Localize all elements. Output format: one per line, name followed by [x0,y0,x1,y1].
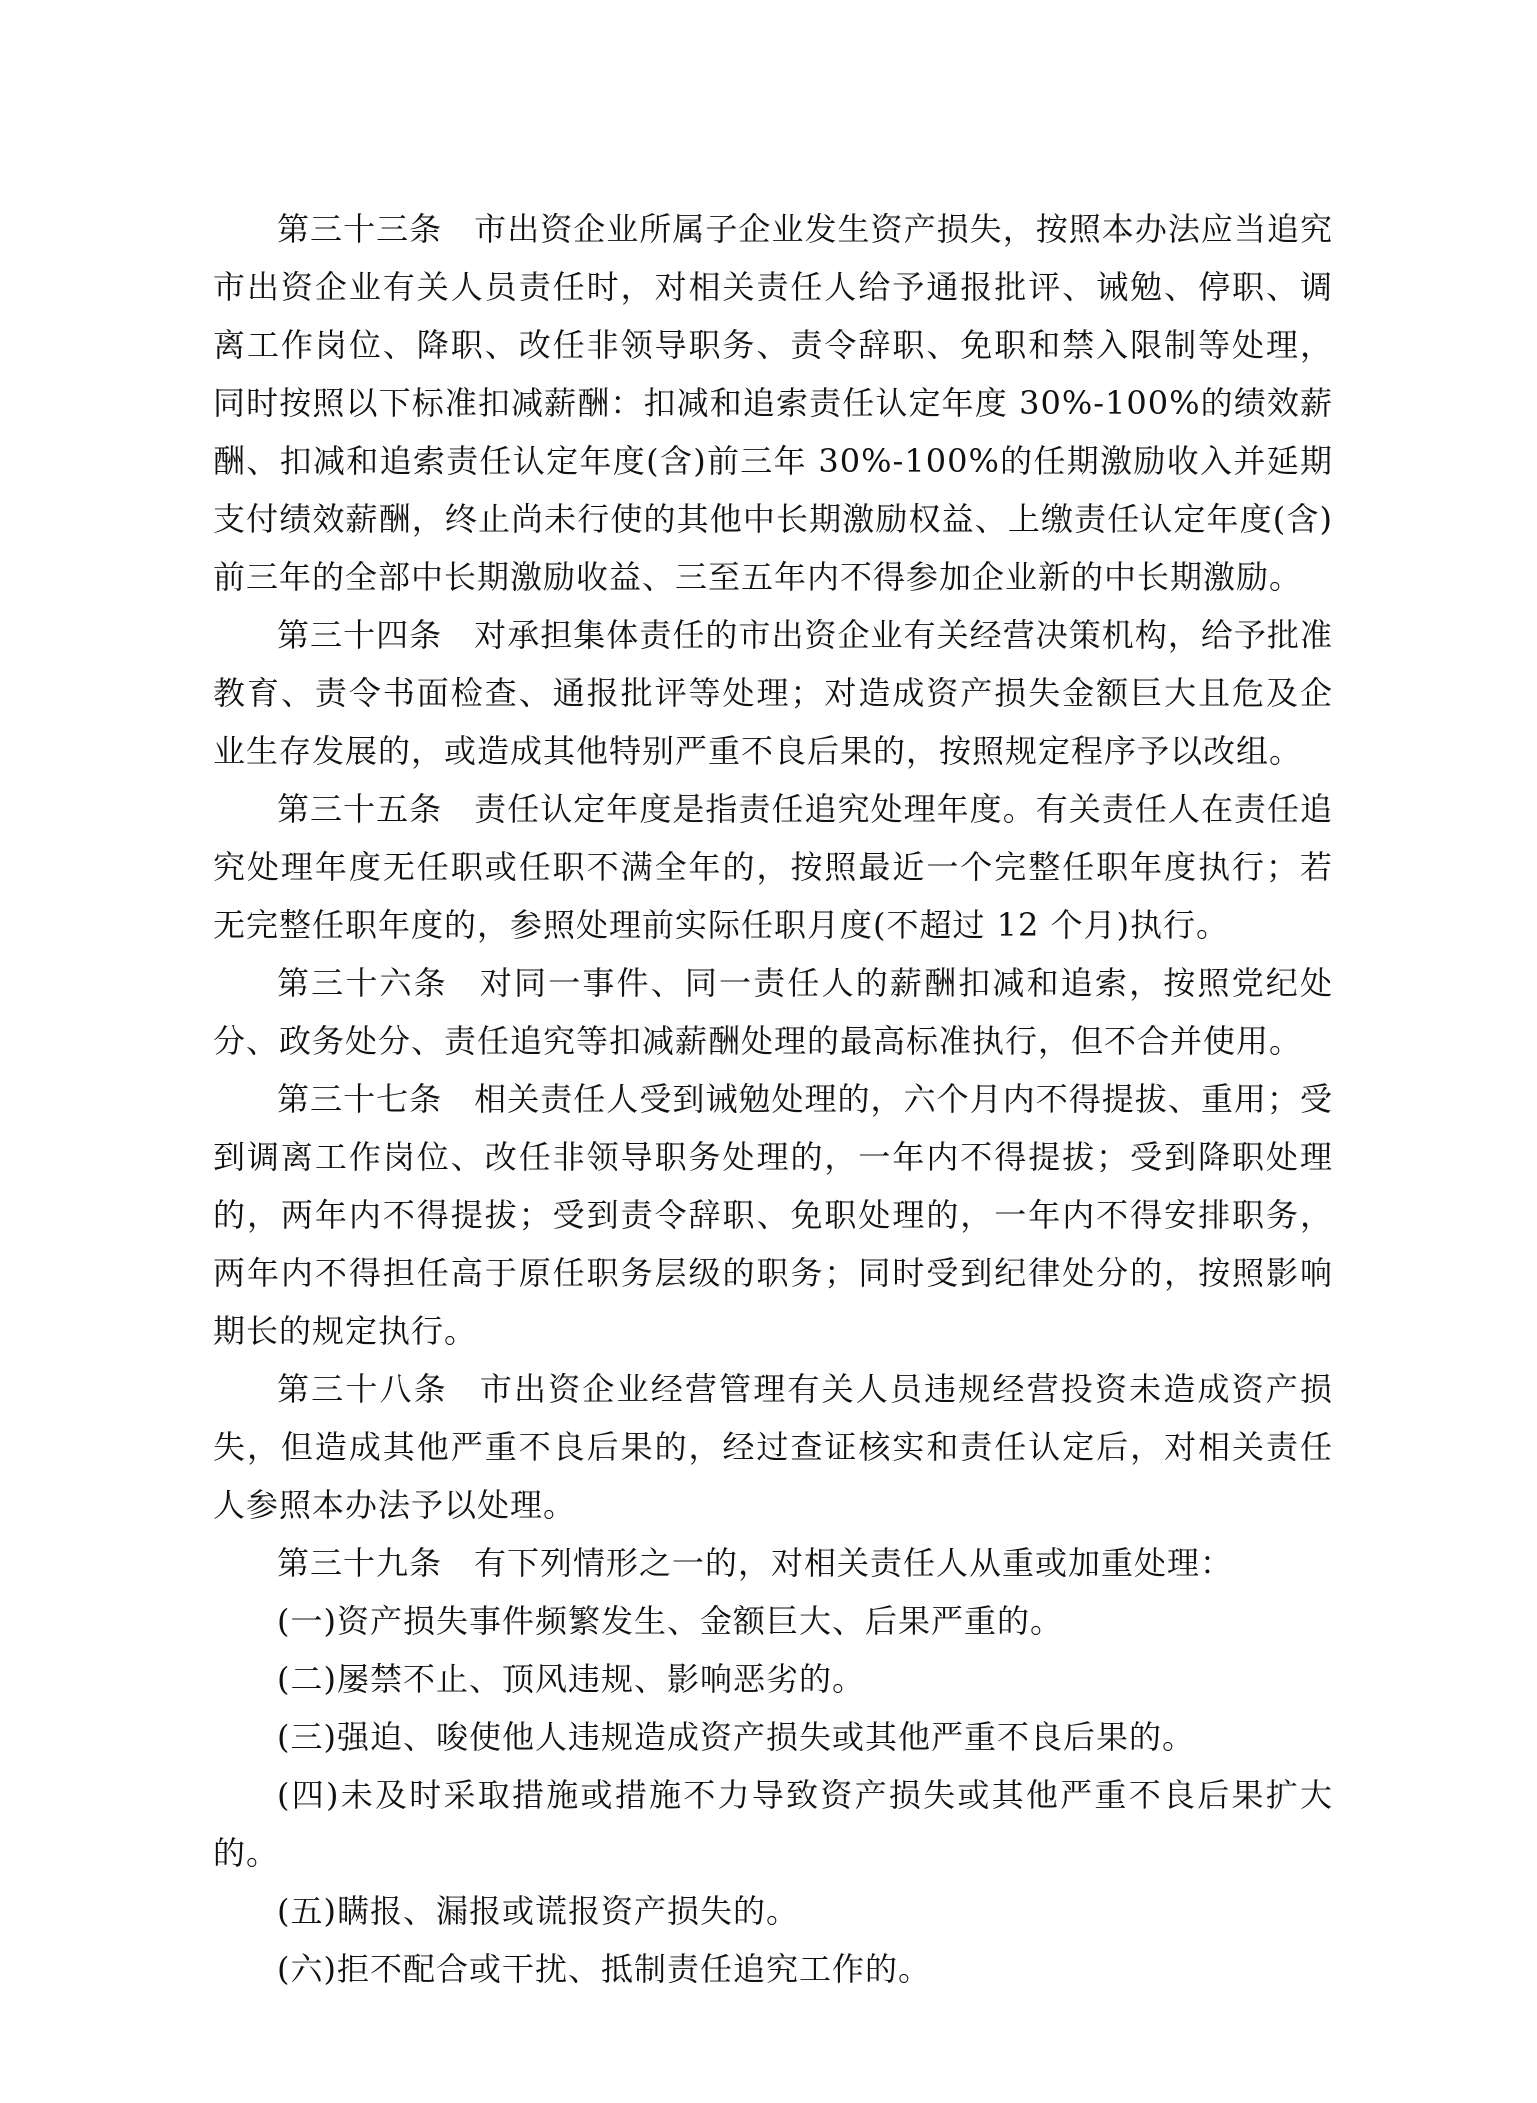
article-38 [213,1360,1333,1534]
article-text: 责任认定年度是指责任追究处理年度。有关责任人在责任追究处理年度无任职或任职不满全年的，按照最近一个完整任职年度执行；若无完整任职年度的，参照处理前实际任职月度(不超过 12 个月)执行。 [213,790,1333,944]
list-item: (一)资产损失事件频繁发生、金额巨大、后果严重的。 [277,1602,1063,1640]
article-number: 第三十五条 [277,790,443,828]
article-37 [213,1070,1333,1360]
list-item: (五)瞒报、漏报或谎报资产损失的。 [277,1892,799,1930]
article-text: 市出资企业经营管理有关人员违规经营投资未造成资产损失，但造成其他严重不良后果的，经过查证核实和责任认定后，对相关责任人参照本办法予以处理。 [213,1370,1333,1524]
article-number: 第三十四条 [277,616,443,654]
article-number: 第三十三条 [277,210,443,248]
article-34 [213,606,1333,780]
article-text: 市出资企业所属子企业发生资产损失，按照本办法应当追究市出资企业有关人员责任时，对相关责任人给予通报批评、诫勉、停职、调离工作岗位、降职、改任非领导职务、责令辞职、免职和禁入限制等处理，同时按照以下标准扣减薪酬：扣减和追索责任认定年度 30%-100%的绩效薪酬、扣减和追索责任认定年度(含)前三年 30%-100%的任期激励收入并延期支付绩效薪酬，终止尚未行使的其他中长期激励权益、上缴责任认定年度(含)前三年的全部中长期激励收益、三至五年内不得参加企业新的中长期激励。 [213,210,1333,596]
list-item: (三)强迫、唆使他人违规造成资产损失或其他严重不良后果的。 [277,1718,1195,1756]
article-33 [213,200,1333,606]
article-number: 第三十七条 [277,1080,443,1118]
list-item: (六)拒不配合或干扰、抵制责任追究工作的。 [277,1950,931,1988]
article-36 [213,954,1333,1070]
article-39 [213,1534,1333,1592]
article-text: 相关责任人受到诫勉处理的，六个月内不得提拔、重用；受到调离工作岗位、改任非领导职务处理的，一年内不得提拔；受到降职处理的，两年内不得提拔；受到责令辞职、免职处理的，一年内不得安排职务，两年内不得担任高于原任职务层级的职务；同时受到纪律处分的，按照影响期长的规定执行。 [213,1080,1333,1350]
document-body [213,200,1333,1998]
article-text: 有下列情形之一的，对相关责任人从重或加重处理： [474,1544,1234,1582]
list-item: (二)屡禁不止、顶风违规、影响恶劣的。 [277,1660,865,1698]
list-item: (四)未及时采取措施或措施不力导致资产损失或其他严重不良后果扩大的。 [213,1776,1333,1872]
article-text: 对承担集体责任的市出资企业有关经营决策机构，给予批准教育、责令书面检查、通报批评等处理；对造成资产损失金额巨大且危及企业生存发展的，或造成其他特别严重不良后果的，按照规定程序予以改组。 [213,616,1333,770]
article-number: 第三十六条 [277,964,448,1002]
article-number: 第三十九条 [277,1544,443,1582]
article-number: 第三十八条 [277,1370,448,1408]
article-text: 对同一事件、同一责任人的薪酬扣减和追索，按照党纪处分、政务处分、责任追究等扣减薪酬处理的最高标准执行，但不合并使用。 [213,964,1333,1060]
article-35 [213,780,1333,954]
